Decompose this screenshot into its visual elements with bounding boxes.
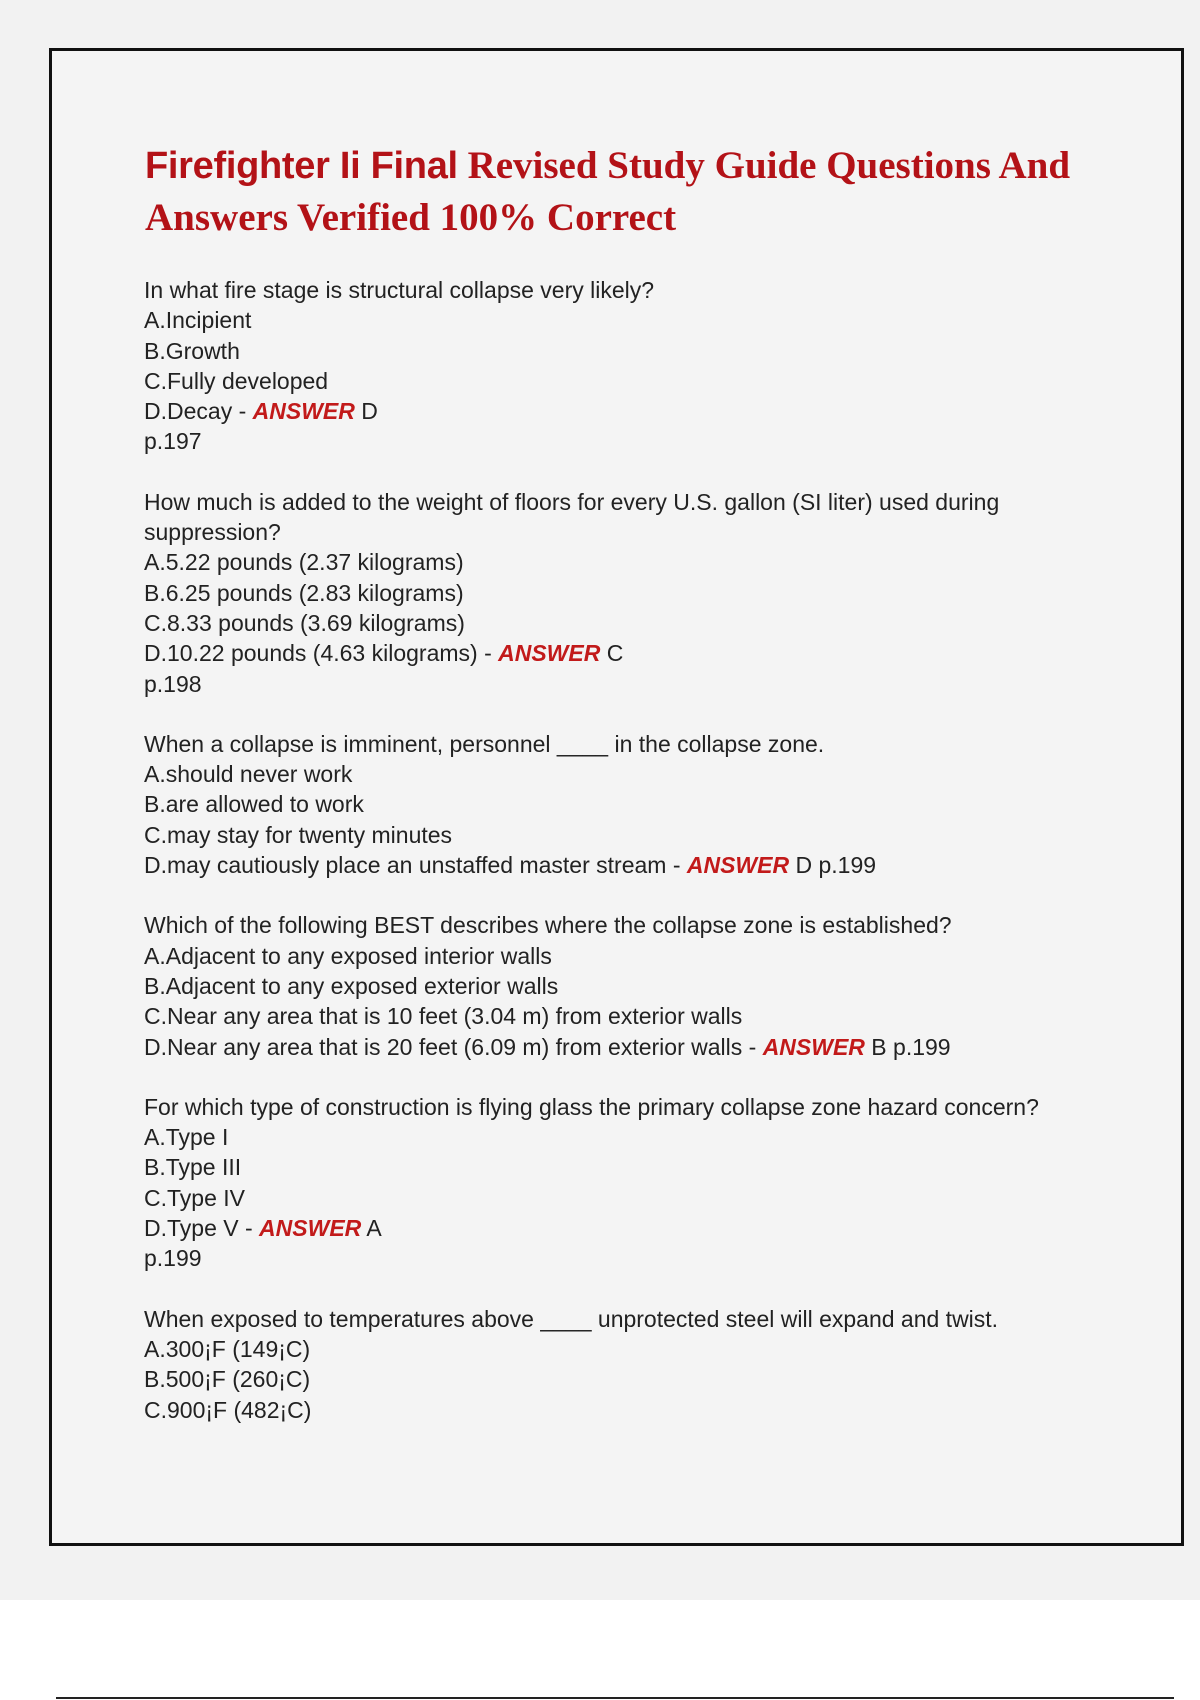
option-d: D.Type V - bbox=[144, 1215, 260, 1242]
question-3 bbox=[144, 729, 1104, 880]
document-title bbox=[145, 140, 1105, 244]
question-stem: When exposed to temperatures above ____ unprotected steel will expand and twist. bbox=[144, 1305, 999, 1332]
option-b: B.are allowed to work bbox=[144, 791, 364, 818]
option-d: D.Near any area that is 20 feet (6.09 m) from exterior walls - bbox=[144, 1033, 763, 1060]
answer-label: ANSWER bbox=[498, 640, 601, 667]
option-b: B.Adjacent to any exposed exterior walls bbox=[144, 972, 559, 999]
option-d: D.Decay - bbox=[144, 398, 253, 425]
title-sans-part: Firefighter Ii Final bbox=[145, 145, 458, 187]
option-d: D.10.22 pounds (4.63 kilograms) - bbox=[144, 640, 499, 667]
question-stem: Which of the following BEST describes where the collapse zone is established? bbox=[144, 912, 952, 939]
option-d-answer-line bbox=[144, 638, 1104, 668]
option-b: B.Type III bbox=[144, 1154, 242, 1181]
answer-value: A bbox=[361, 1215, 382, 1242]
answer-label: ANSWER bbox=[252, 398, 355, 425]
question-stem: For which type of construction is flying glass the primary collapse zone hazard concern? bbox=[144, 1093, 1039, 1120]
question-stem: How much is added to the weight of floors for every U.S. gallon (SI liter) used during suppression? bbox=[144, 488, 1000, 546]
option-a: A.5.22 pounds (2.37 kilograms) bbox=[144, 549, 464, 576]
next-page-area bbox=[0, 1600, 1200, 1700]
title-serif-part: Revised Study Guide Questions And Answers Verified 100% Correct bbox=[145, 144, 1071, 239]
question-6 bbox=[144, 1304, 1104, 1425]
page-reference: p.199 bbox=[144, 1245, 202, 1272]
option-c: C.8.33 pounds (3.69 kilograms) bbox=[144, 609, 465, 636]
question-2 bbox=[144, 487, 1104, 699]
page-divider bbox=[56, 1697, 1174, 1699]
option-b: B.500¡F (260¡C) bbox=[144, 1366, 311, 1393]
option-a: A.should never work bbox=[144, 761, 353, 788]
question-5 bbox=[144, 1092, 1104, 1274]
question-4 bbox=[144, 910, 1104, 1061]
answer-value: D bbox=[354, 398, 378, 425]
answer-label: ANSWER bbox=[686, 852, 790, 879]
option-b: B.6.25 pounds (2.83 kilograms) bbox=[144, 579, 464, 606]
option-d-answer-line bbox=[144, 1213, 1104, 1243]
option-c: C.900¡F (482¡C) bbox=[144, 1396, 312, 1423]
question-stem: When a collapse is imminent, personnel ____ in the collapse zone. bbox=[144, 730, 825, 757]
answer-value: D p.199 bbox=[789, 852, 877, 879]
option-a: A.Incipient bbox=[144, 307, 252, 334]
option-c: C.Fully developed bbox=[144, 367, 329, 394]
option-a: A.Type I bbox=[144, 1124, 229, 1151]
option-d-answer-line bbox=[144, 396, 1104, 426]
answer-label: ANSWER bbox=[259, 1215, 362, 1242]
question-1 bbox=[144, 275, 1104, 457]
option-d-answer-line bbox=[144, 1032, 1104, 1062]
answer-value: C bbox=[600, 640, 624, 667]
page-reference: p.197 bbox=[144, 428, 202, 455]
option-d-answer-line bbox=[144, 850, 1104, 880]
questions-content bbox=[144, 275, 1104, 1455]
question-stem: In what fire stage is structural collapse very likely? bbox=[144, 277, 655, 303]
option-c: C.Near any area that is 10 feet (3.04 m) from exterior walls bbox=[144, 1003, 743, 1030]
option-b: B.Growth bbox=[144, 337, 240, 364]
option-c: C.Type IV bbox=[144, 1184, 245, 1211]
option-a: A.Adjacent to any exposed interior walls bbox=[144, 942, 552, 969]
option-d: D.may cautiously place an unstaffed master stream - bbox=[144, 852, 687, 879]
answer-value: B p.199 bbox=[864, 1033, 951, 1060]
option-a: A.300¡F (149¡C) bbox=[144, 1335, 311, 1362]
option-c: C.may stay for twenty minutes bbox=[144, 821, 453, 848]
page-reference: p.198 bbox=[144, 670, 202, 697]
answer-label: ANSWER bbox=[762, 1033, 865, 1060]
